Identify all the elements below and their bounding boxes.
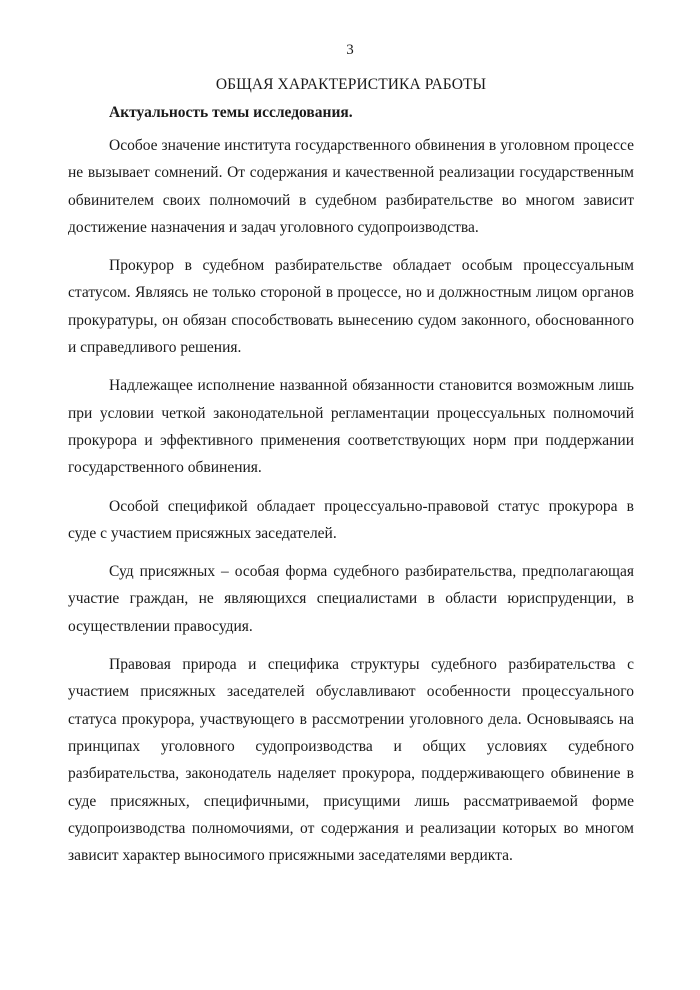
document-body <box>68 72 634 880</box>
section-heading: ОБЩАЯ ХАРАКТЕРИСТИКА РАБОТЫ <box>215 76 487 93</box>
paragraph: Надлежащее исполнение названной обязанности становится возможным лишь при условии четкой законодательной регламентации процессуальных полномочий прокурора и эффективного применения соответствующих норм при поддержании государственного обвинения. <box>68 377 634 477</box>
paragraph: Правовая природа и специфика структуры судебного разбирательства с участием присяжных заседателей обуславливают особенности процессуального статуса прокурора, участвующего в рассмотрении уголовного дела. Основываясь на принципах уголовного судопроизводства и общих условиях судебного разбирательства, законодатель наделяет прокурора, поддерживающего обвинение в суде присяжных, специфичными, присущими лишь рассматриваемой форме судопроизводства полномочиями, от содержания и реализации которых во многом зависит характер выносимого присяжными заседателями вердикта. <box>68 656 634 865</box>
paragraph: Суд присяжных – особая форма судебного разбирательства, предполагающая участие граждан, не являющихся специалистами в области юриспруденции, в осуществлении правосудия. <box>68 563 634 635</box>
page-number: 3 <box>346 42 354 58</box>
paragraph: Прокурор в судебном разбирательстве обладает особым процессуальным статусом. Являясь не только стороной в процессе, но и должностным лицом органов прокуратуры, он обязан способствовать вынесению судом законного, обоснованного и справедливого решения. <box>68 257 634 357</box>
paragraph: Особое значение института государственного обвинения в уголовном процессе не вызывает сомнений. От содержания и качественной реализации государственным обвинителем своих полномочий в судебном разбирательстве во многом зависит достижение назначения и задач уголовного судопроизводства. <box>68 137 634 236</box>
subsection-heading: Актуальность темы исследования. <box>109 104 353 121</box>
paragraph: Особой спецификой обладает процессуально-правовой статус прокурора в суде с участием присяжных заседателей. <box>68 497 634 542</box>
